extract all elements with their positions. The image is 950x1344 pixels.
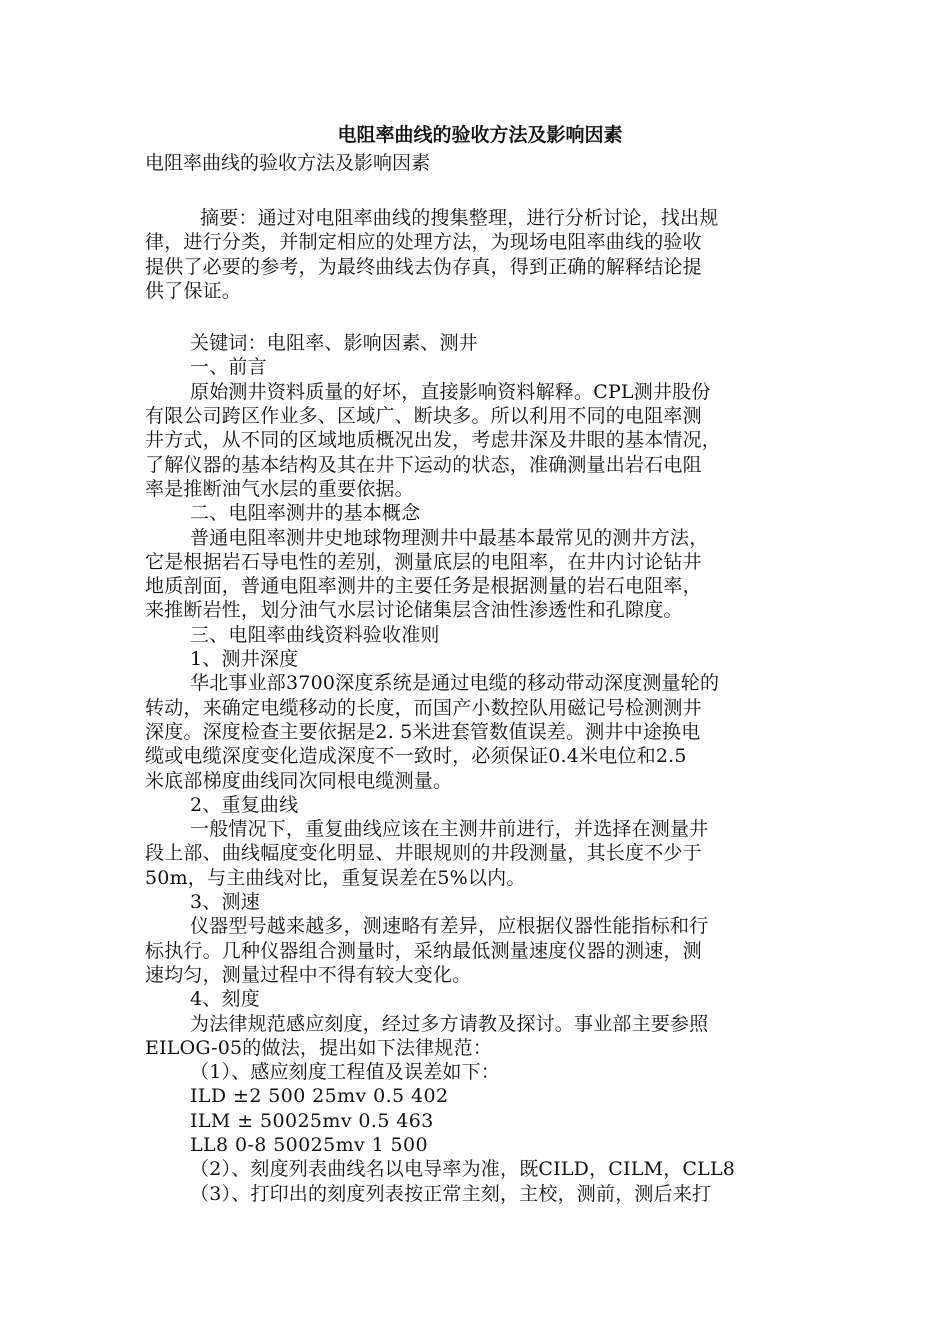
- paragraph-line: 普通电阻率测井史地球物理测井中最基本最常见的测井方法，: [190, 526, 709, 549]
- section-heading-2: 二、电阻率测井的基本概念: [190, 502, 421, 525]
- document-title: 电阻率曲线的验收方法及影响因素: [337, 124, 623, 146]
- paragraph-line: 段上部、曲线幅度变化明显、井眼规则的井段测量，其长度不少于: [145, 842, 702, 865]
- abstract-line: 供了保证。: [145, 279, 242, 302]
- paragraph-line: 地质剖面，普通电阻率测井的主要任务是根据测量的岩石电阻率，: [145, 575, 702, 598]
- paragraph-line: 原始测井资料质量的好坏，直接影响资料解释。CPL测井股份: [190, 380, 711, 403]
- paragraph-line: 缆或电缆深度变化造成深度不一致时，必须保证0.4米电位和2.5: [145, 745, 687, 768]
- list-item-1: （1）、感应刻度工程值及误差如下：: [190, 1061, 500, 1084]
- paragraph-line: 来推断岩性，划分油气水层讨论储集层含油性渗透性和孔隙度。: [145, 599, 683, 622]
- section-heading-3: 三、电阻率曲线资料验收准则: [190, 623, 440, 646]
- paragraph-line: 深度。深度检查主要依据是2. 5米进套管数值误差。测井中途换电: [145, 720, 701, 743]
- calibration-row: LL8 0-8 50025mv 1 500: [190, 1133, 429, 1156]
- paragraph-line: 了解仪器的基本结构及其在井下运动的状态，准确测量出岩石电阻: [145, 453, 702, 476]
- abstract: [145, 206, 805, 303]
- paragraph-line: 一般情况下，重复曲线应该在主测井前进行，并选择在测量井: [190, 818, 709, 841]
- subsection-heading-1: 1、测井深度: [190, 648, 299, 671]
- paragraph-line: 50m，与主曲线对比，重复误差在5%以内。: [145, 866, 526, 889]
- document-page: [145, 120, 805, 1206]
- abstract-line: 摘要：通过对电阻率曲线的搜集整理，进行分析讨论，找出规: [200, 207, 719, 229]
- paragraph-line: 米底部梯度曲线同次同根电缆测量。: [145, 769, 453, 792]
- document-subtitle: 电阻率曲线的验收方法及影响因素: [145, 152, 431, 174]
- paragraph-line: 仪器型号越来越多，测速略有差异，应根据仪器性能指标和行: [190, 915, 709, 938]
- paragraph-line: 华北事业部3700深度系统是通过电缆的移动带动深度测量轮的: [190, 672, 720, 695]
- paragraph-line: 速均匀，测量过程中不得有较大变化。: [145, 963, 472, 986]
- paragraph-line: 有限公司跨区作业多、区域广、断块多。所以利用不同的电阻率测: [145, 405, 702, 428]
- paragraph-line: EILOG-05的做法，提出如下法律规范：: [145, 1036, 492, 1059]
- list-item-2: （2）、刻度列表曲线名以电导率为准，既CILD，CILM，CLL8: [190, 1158, 736, 1181]
- subsection-heading-3: 3、测速: [190, 891, 260, 914]
- spacer: [145, 176, 805, 206]
- subsection-heading-4: 4、刻度: [190, 988, 260, 1011]
- spacer: [145, 303, 805, 331]
- paragraph-line: 井方式，从不同的区域地质概况出发，考虑井深及井眼的基本情况，: [145, 429, 722, 452]
- section-heading-1: 一、前言: [190, 356, 267, 379]
- keywords: 关键词：电阻率、影响因素、测井: [190, 332, 479, 355]
- abstract-line: 提供了必要的参考，为最终曲线去伪存真，得到正确的解释结论提: [145, 255, 702, 278]
- subsection-heading-2: 2、重复曲线: [190, 793, 299, 816]
- paragraph-line: 标执行。几种仪器组合测量时，采纳最低测量速度仪器的测速，测: [145, 939, 702, 962]
- list-item-3: （3）、打印出的刻度列表按正常主刻，主校，测前，测后来打: [190, 1182, 712, 1205]
- abstract-line: 律，进行分类，并制定相应的处理方法，为现场电阻率曲线的验收: [145, 231, 702, 254]
- calibration-row: ILD ±2 500 25mv 0.5 402: [190, 1085, 449, 1108]
- paragraph-line: 为法律规范感应刻度，经过多方请教及探讨。事业部主要参照: [190, 1012, 709, 1035]
- calibration-row: ILM ± 50025mv 0.5 463: [190, 1109, 434, 1132]
- paragraph-line: 它是根据岩石导电性的差别，测量底层的电阻率，在井内讨论钻井: [145, 550, 702, 573]
- paragraph-line: 转动，来确定电缆移动的长度，而国产小数控队用磁记号检测测井: [145, 696, 702, 719]
- paragraph-line: 率是推断油气水层的重要依据。: [145, 477, 414, 500]
